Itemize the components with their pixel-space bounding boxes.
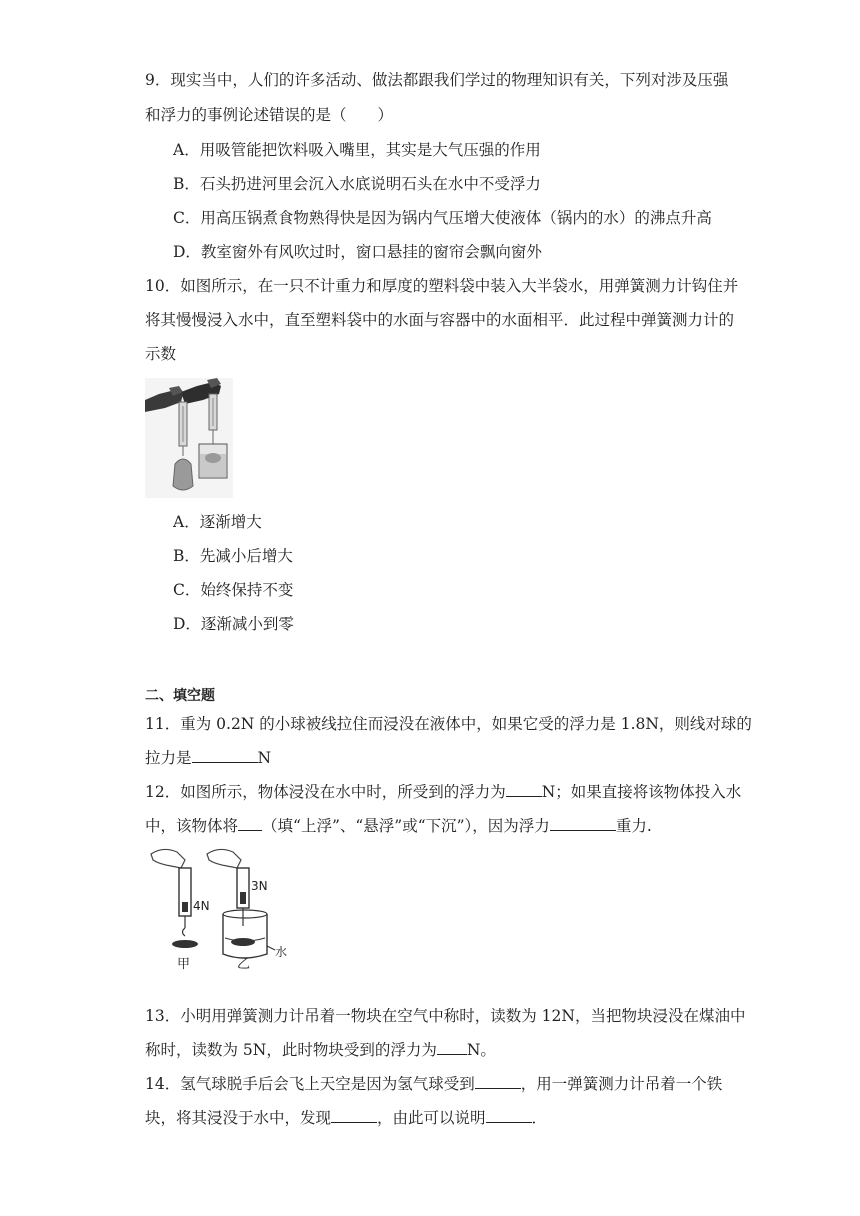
q12-label-water: 水 — [275, 945, 288, 959]
q12-caption-left: 甲 — [177, 957, 191, 970]
q12-text-c: 中，该物体将 — [145, 817, 239, 835]
q12-answer-blank-2[interactable] — [238, 816, 262, 831]
q9-option-c: C．用高压锅煮食物熟得快是因为锅内气压增大使液体（锅内的水）的沸点升高 — [173, 209, 712, 227]
q9-stem-line1: 9．现实当中，人们的许多活动、做法都跟我们学过的物理知识有关，下列对涉及压强 — [145, 71, 729, 89]
q10-option-d: D．逐渐减小到零 — [173, 615, 294, 633]
q13-text-b: N。 — [466, 1041, 496, 1059]
q10-stem-line2: 将其慢慢浸入水中，直至塑料袋中的水面与容器中的水面相平．此过程中弹簧测力计的 — [145, 311, 735, 329]
q11-stem-line2 — [145, 748, 271, 768]
q12-text-e: 重力. — [615, 817, 652, 835]
q9-option-d: D．教室窗外有风吹过时，窗口悬挂的窗帘会飘向窗外 — [173, 243, 542, 261]
q14-text-c: 块，将其浸没于水中，发现 — [145, 1109, 332, 1127]
q14-text-b: ，用一弹簧测力计吊着一个铁 — [520, 1075, 723, 1093]
q11-text-b: N — [257, 749, 272, 767]
q14-stem-line1 — [145, 1074, 722, 1094]
q10-figure-spring-scale-bag — [145, 378, 233, 498]
q9-option-b: B．石头扔进河里会沉入水底说明石头在水中不受浮力 — [173, 175, 541, 193]
q11-stem-line1: 11．重为 0.2N 的小球被线拉住而浸没在液体中，如果它受的浮力是 1.8N，则线对球的 — [145, 715, 752, 733]
q14-text-e: ． — [531, 1109, 548, 1127]
q12-stem-line1 — [145, 782, 741, 802]
q12-answer-blank-3[interactable] — [550, 816, 616, 831]
q14-answer-blank-2[interactable] — [331, 1108, 377, 1123]
q14-answer-blank-3[interactable] — [486, 1108, 532, 1123]
q13-stem-line2 — [145, 1040, 496, 1060]
q14-text-a: 14．氢气球脱手后会飞上天空是因为氢气球受到 — [145, 1075, 475, 1093]
q12-stem-line2 — [145, 816, 652, 836]
q10-option-c: C．始终保持不变 — [173, 581, 294, 599]
q13-answer-blank[interactable] — [437, 1040, 467, 1055]
q11-answer-blank[interactable] — [192, 748, 258, 763]
q13-text-a: 称时，读数为 5N，此时物块受到的浮力为 — [145, 1041, 437, 1059]
q9-option-a: A．用吸管能把饮料吸入嘴里，其实是大气压强的作用 — [173, 141, 541, 159]
q12-figure-spring-scales — [145, 846, 293, 970]
q10-option-a: A．逐渐增大 — [173, 513, 262, 531]
q12-answer-blank-1[interactable] — [506, 782, 542, 797]
q14-stem-line2 — [145, 1108, 547, 1128]
section-heading-fill-in: 二、填空题 — [145, 688, 215, 704]
q12-text-b: N；如果直接将该物体投入水 — [541, 783, 742, 801]
q12-label-left-reading: 4N — [193, 899, 210, 913]
q14-answer-blank-1[interactable] — [475, 1074, 521, 1089]
q11-text-a: 拉力是 — [145, 749, 192, 767]
q12-text-a: 12．如图所示，物体浸没在水中时，所受到的浮力为 — [145, 783, 506, 801]
q9-stem-line2: 和浮力的事例论述错误的是（ ） — [145, 106, 394, 124]
q14-text-d: ，由此可以说明 — [377, 1109, 486, 1127]
q10-stem-line1: 10．如图所示，在一只不计重力和厚度的塑料袋中装入大半袋水，用弹簧测力计钩住并 — [145, 277, 739, 295]
q12-caption-right: 乙 — [237, 957, 251, 970]
q10-option-b: B．先减小后增大 — [173, 547, 293, 565]
q12-label-right-reading: 3N — [251, 879, 268, 893]
q12-text-d: （填“上浮”、“悬浮”或“下沉”），因为浮力 — [262, 817, 550, 835]
q13-stem-line1: 13．小明用弹簧测力计吊着一物块在空气中称时，读数为 12N，当把物块浸没在煤油中 — [145, 1007, 746, 1025]
q10-stem-line3: 示数 — [145, 345, 177, 363]
